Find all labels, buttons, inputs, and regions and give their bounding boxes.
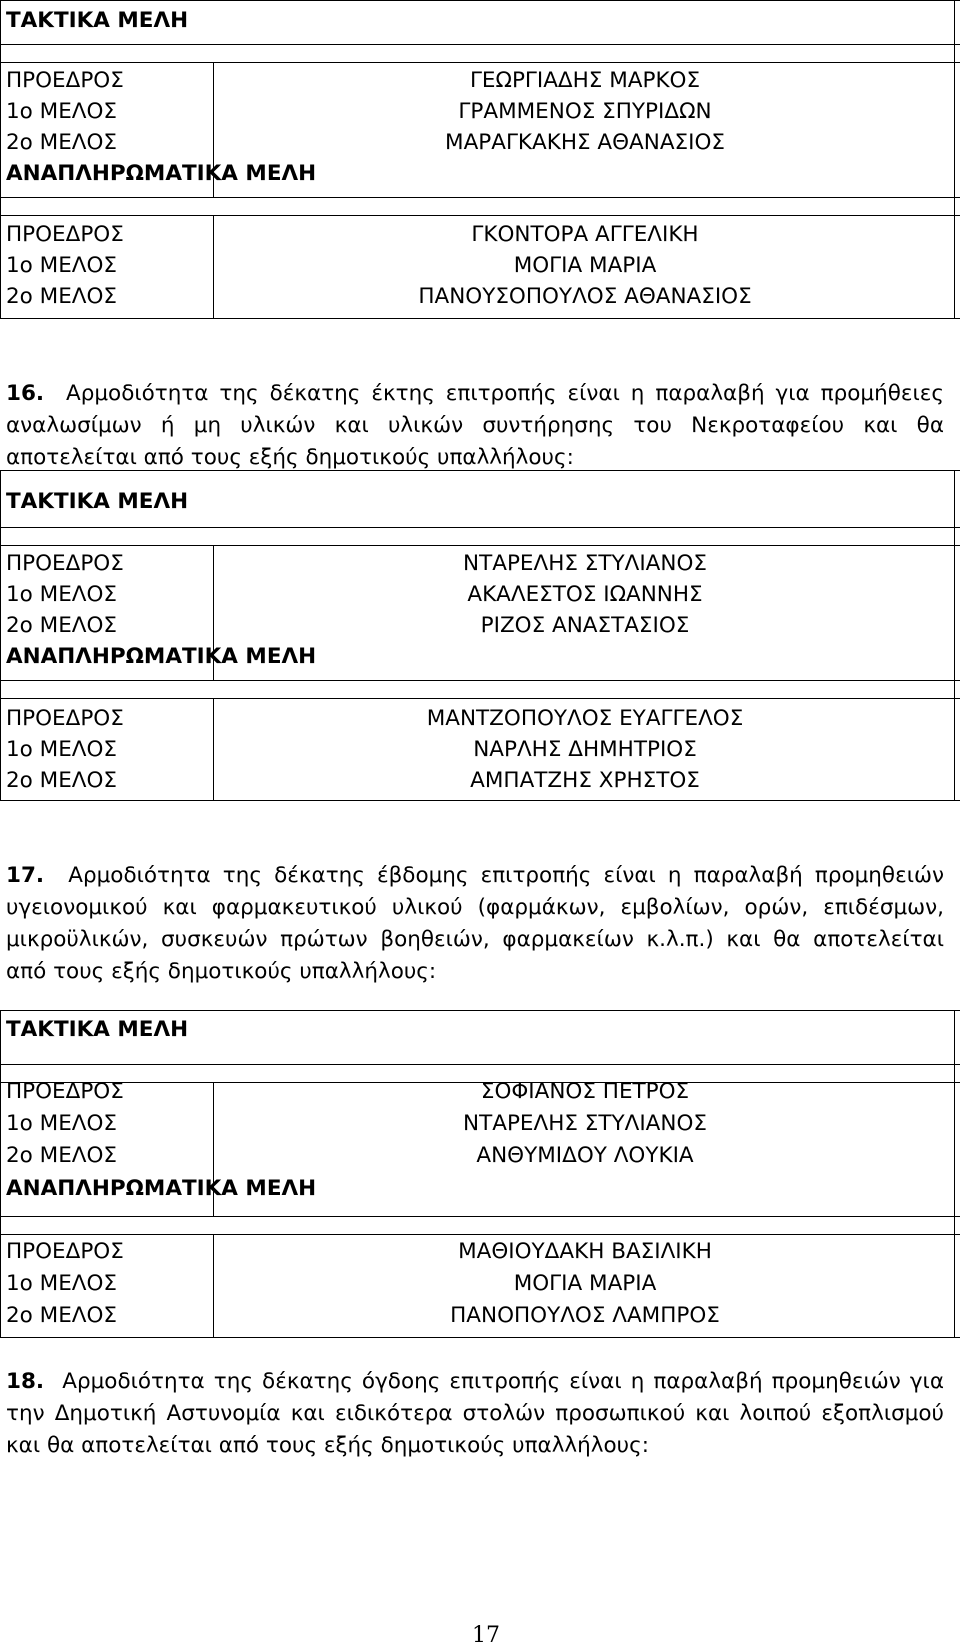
member-name: ΝΤΑΡΕΛΗΣ ΣΤΥΛΙΑΝΟΣ xyxy=(463,1111,707,1136)
role-label: 2ο ΜΕΛΟΣ xyxy=(6,284,118,309)
paragraph-line: την Δημοτική Αστυνομία και ειδικότερα στολών προσωπικού και λοιπού εξοπλισμού xyxy=(6,1401,944,1426)
paragraph-16 xyxy=(6,378,944,474)
paragraph-line: αναλωσίμων ή μη υλικών και υλικών συντήρησης του Νεκροταφείου και θα xyxy=(6,413,944,438)
paragraph-text: Αρμοδιότητα της δέκατης έκτης επιτροπής είναι η παραλαβή για προμήθειες xyxy=(66,381,944,406)
anaplirwmatika-heading: ΑΝΑΠΛΗΡΩΜΑΤΙΚΑ ΜΕΛΗ xyxy=(6,161,317,186)
role-label: ΠΡΟΕΔΡΟΣ xyxy=(6,551,124,576)
role-label: ΠΡΟΕΔΡΟΣ xyxy=(6,68,124,93)
role-label: 1ο ΜΕΛΟΣ xyxy=(6,582,118,607)
member-name: ΜΑΝΤΖΟΠΟΥΛΟΣ ΕΥΑΓΓΕΛΟΣ xyxy=(426,706,744,731)
tactika-heading: ΤΑΚΤΙΚΑ ΜΕΛΗ xyxy=(6,489,189,514)
anaplirwmatika-heading: ΑΝΑΠΛΗΡΩΜΑΤΙΚΑ ΜΕΛΗ xyxy=(6,644,317,669)
member-name: ΓΚΟΝΤΟΡΑ ΑΓΓΕΛΙΚΗ xyxy=(471,222,699,247)
member-name: ΓΕΩΡΓΙΑΔΗΣ ΜΑΡΚΟΣ xyxy=(469,68,701,93)
role-label: ΠΡΟΕΔΡΟΣ xyxy=(6,1079,124,1104)
role-label: ΠΡΟΕΔΡΟΣ xyxy=(6,1239,124,1264)
paragraph-line xyxy=(6,860,944,892)
tactika-heading: ΤΑΚΤΙΚΑ ΜΕΛΗ xyxy=(6,8,189,33)
role-label: 2ο ΜΕΛΟΣ xyxy=(6,130,118,155)
paragraph-line xyxy=(6,378,944,410)
paragraph-line: μικροϋλικών, συσκευών πρώτων βοηθειών, φαρμακείων κ.λ.π.) και θα αποτελείται xyxy=(6,927,944,952)
member-name: ΜΟΓΙΑ ΜΑΡΙΑ xyxy=(513,1271,657,1296)
role-label: 2ο ΜΕΛΟΣ xyxy=(6,1303,118,1328)
role-label: 1ο ΜΕΛΟΣ xyxy=(6,1111,118,1136)
member-name: ΝΑΡΛΗΣ ΔΗΜΗΤΡΙΟΣ xyxy=(473,737,697,762)
role-label: 1ο ΜΕΛΟΣ xyxy=(6,1271,118,1296)
member-name: ΠΑΝΟΥΣΟΠΟΥΛΟΣ ΑΘΑΝΑΣΙΟΣ xyxy=(418,284,752,309)
member-name: ΜΑΘΙΟΥΔΑΚΗ ΒΑΣΙΛΙΚΗ xyxy=(458,1239,712,1264)
role-label: ΠΡΟΕΔΡΟΣ xyxy=(6,706,124,731)
member-name: ΡΙΖΟΣ ΑΝΑΣΤΑΣΙΟΣ xyxy=(480,613,690,638)
member-name: ΠΑΝΟΠΟΥΛΟΣ ΛΑΜΠΡΟΣ xyxy=(450,1303,720,1328)
paragraph-number: 17. xyxy=(6,863,45,888)
paragraph-text: Αρμοδιότητα της δέκατης έβδομης επιτροπής είναι η παραλαβή προμηθειών xyxy=(68,863,944,888)
paragraph-line: υγειονομικού και φαρμακευτικού υλικού (φαρμάκων, εμβολίων, ορών, επιδέσμων, xyxy=(6,895,944,920)
role-label: 2ο ΜΕΛΟΣ xyxy=(6,1143,118,1168)
paragraph-number: 18. xyxy=(6,1369,45,1394)
role-label: 1ο ΜΕΛΟΣ xyxy=(6,99,118,124)
role-label: 1ο ΜΕΛΟΣ xyxy=(6,253,118,278)
role-label: 2ο ΜΕΛΟΣ xyxy=(6,768,118,793)
role-label: 1ο ΜΕΛΟΣ xyxy=(6,737,118,762)
member-name: ΑΝΘΥΜΙΔΟΥ ΛΟΥΚΙΑ xyxy=(476,1143,694,1168)
member-name: ΑΚΑΛΕΣΤΟΣ ΙΩΑΝΝΗΣ xyxy=(467,582,703,607)
paragraph-line: αποτελείται από τους εξής δημοτικούς υπαλλήλους: xyxy=(6,445,574,470)
member-name: ΜΑΡΑΓΚΑΚΗΣ ΑΘΑΝΑΣΙΟΣ xyxy=(445,130,725,155)
paragraph-number: 16. xyxy=(6,381,45,406)
paragraph-17 xyxy=(6,860,944,988)
paragraph-line: από τους εξής δημοτικούς υπαλλήλους: xyxy=(6,959,437,984)
member-name: ΣΟΦΙΑΝΟΣ ΠΕΤΡΟΣ xyxy=(480,1079,690,1104)
paragraph-text: Αρμοδιότητα της δέκατης όγδοης επιτροπής είναι η παραλαβή προμηθειών για xyxy=(62,1369,945,1394)
anaplirwmatika-heading: ΑΝΑΠΛΗΡΩΜΑΤΙΚΑ ΜΕΛΗ xyxy=(6,1176,317,1201)
member-name: ΝΤΑΡΕΛΗΣ ΣΤΥΛΙΑΝΟΣ xyxy=(463,551,707,576)
paragraph-line: και θα αποτελείται από τους εξής δημοτικούς υπαλλήλους: xyxy=(6,1433,649,1458)
tactika-heading: ΤΑΚΤΙΚΑ ΜΕΛΗ xyxy=(6,1017,189,1042)
paragraph-18 xyxy=(6,1366,944,1462)
role-label: ΠΡΟΕΔΡΟΣ xyxy=(6,222,124,247)
page-number: 17 xyxy=(472,1623,500,1648)
paragraph-line xyxy=(6,1366,944,1398)
member-name: ΓΡΑΜΜΕΝΟΣ ΣΠΥΡΙΔΩΝ xyxy=(458,99,712,124)
member-name: ΜΟΓΙΑ ΜΑΡΙΑ xyxy=(513,253,657,278)
member-name: ΑΜΠΑΤΖΗΣ ΧΡΗΣΤΟΣ xyxy=(470,768,700,793)
role-label: 2ο ΜΕΛΟΣ xyxy=(6,613,118,638)
